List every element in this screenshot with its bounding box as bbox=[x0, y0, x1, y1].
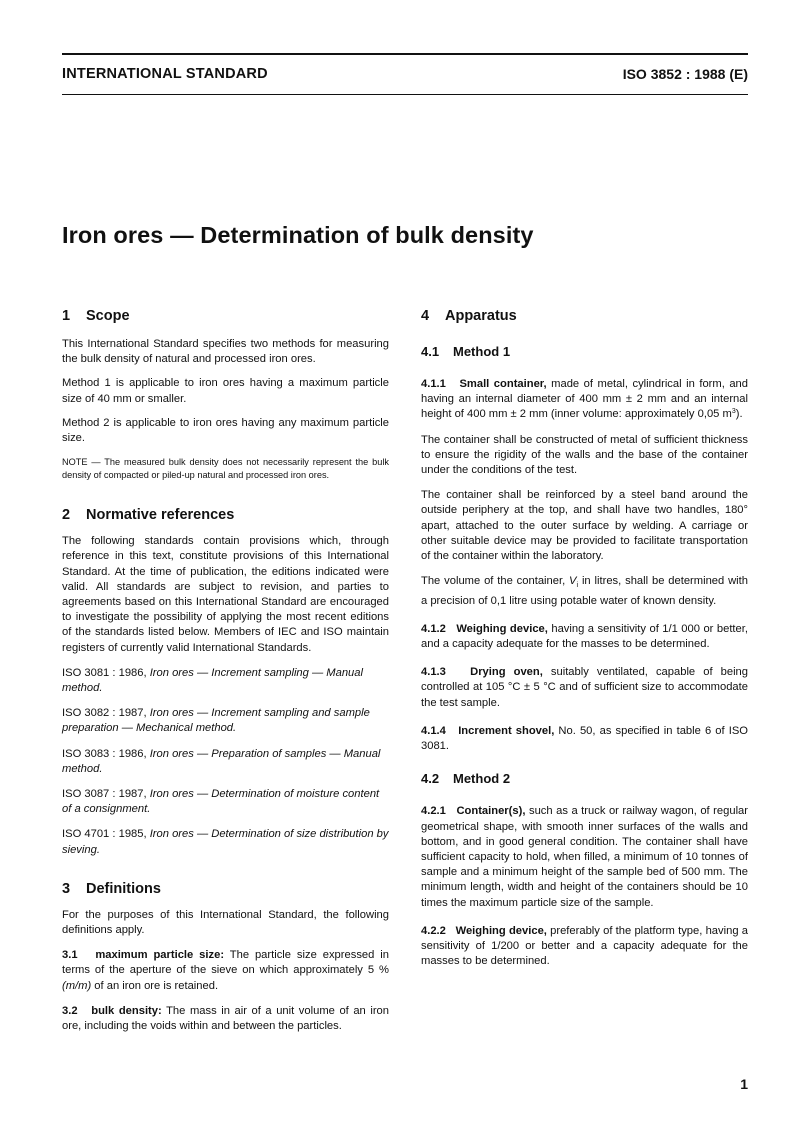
clause-4-1-3: 4.1.3 Drying oven, suitably ventilated, capable of being controlled at 105 °C ± 5 °C and of sufficient size to accommodate the test sample. bbox=[421, 666, 748, 709]
left-column bbox=[62, 305, 389, 1034]
section-1-heading: 1 Scope bbox=[62, 308, 130, 324]
clause-4-2-2: 4.2.2 Weighing device, preferably of the platform type, having a sensitivity of 1/200 or better and a capacity adequate for the masses to be determined. bbox=[421, 924, 749, 968]
section-2-heading: 2 Normative references bbox=[62, 507, 235, 524]
scope-para-3: Method 2 is applicable to iron ores having any maximum particle size. bbox=[62, 416, 389, 445]
document-reference: ISO 3852 : 1988 (E) bbox=[622, 66, 748, 82]
reference-item: ISO 3083 : 1986, Iron ores — Preparation of samples — Manual method. bbox=[62, 747, 381, 775]
section-3-heading: 3 Definitions bbox=[62, 880, 161, 897]
reference-item: ISO 3082 : 1987, Iron ores — Increment sampling and sample preparation — Mechanical method. bbox=[62, 707, 370, 735]
reference-item: ISO 3081 : 1986, Iron ores — Increment sampling — Manual method. bbox=[62, 666, 363, 695]
right-column bbox=[421, 305, 748, 969]
clause-4-1-2: 4.1.2 Weighing device, having a sensitivity of 1/1 000 or better, and a capacity adequate for the masses to be determined. bbox=[421, 622, 748, 651]
section-4-heading: 4 Apparatus bbox=[421, 308, 517, 324]
scope-para-2: Method 1 is applicable to iron ores having a maximum particle size of 40 mm or smaller. bbox=[62, 377, 389, 405]
normative-intro: The following standards contain provisions which, through reference in this text, constitute provisions of this International Standard. At the time of publication, the editions indicated were valid. All standards are subject to revision, and parties to agreements based on this International Standard are encouraged to investigate the possibility of applying the most recent editions of the standards listed below. Members of IEC and ISO maintain registers of currently valid International Standards. bbox=[62, 535, 389, 654]
subsection-4-2-heading: 4.2 Method 2 bbox=[421, 771, 511, 787]
clause-4-1-4: 4.1.4 Increment shovel, No. 50, as specified in table 6 of ISO 3081. bbox=[421, 724, 748, 753]
scope-para-1: This International Standard specifies two methods for measuring the bulk density of natural and processed iron ores. bbox=[62, 338, 389, 366]
document-type: INTERNATIONAL STANDARD bbox=[62, 66, 268, 82]
clause-4-2-1: 4.2.1 Container(s), such as a truck or railway wagon, of regular geometrical shape, with smooth inner surfaces of the walls and bottom, and in good general condition. The container shall have sufficient capacity to hold, when filled, a minimum of 10 tonnes of sample and a minimum height of the sample bed of 500 mm. The minimum length, width and height of the containers should be 10 times the maximum particle size of the sample. bbox=[421, 805, 748, 909]
definitions-intro: For the purposes of this International Standard, the following definitions apply. bbox=[62, 908, 389, 937]
definition-3-2: 3.2 bulk density: The mass in air of a unit volume of an iron ore, including the voids within and between the particles. bbox=[62, 1004, 390, 1033]
header-rule-bottom bbox=[62, 94, 748, 95]
definition-3-1: 3.1 maximum particle size: The particle size expressed in terms of the aperture of the sieve on which approximately 5 % (m/m) of an iron ore is retained. bbox=[62, 949, 389, 992]
container-volume-para: The volume of the container, $V_i$ in litres, shall be determined with a precision of 0,1 litre using potable water of known density. bbox=[421, 575, 748, 607]
clause-4-1-1: 4.1.1 Small container, made of metal, cylindrical in form, and having an internal diameter of 400 mm ± 2 mm and an internal height of 400 mm ± 2 mm (inner volume: approximately 0,05 $m^3$). bbox=[421, 378, 748, 421]
subsection-4-1-heading: 4.1 Method 1 bbox=[421, 344, 511, 359]
container-reinforcement-para: The container shall be reinforced by a steel band around the outside periphery at the top, and shall have two handles, 180° apart, attached to the outer surface by welding. A carriage or other suitable device may be provided to facilitate transportation of the container within the laboratory. bbox=[421, 489, 748, 563]
reference-item: ISO 4701 : 1985, Iron ores — Determination of size distribution by sieving. bbox=[62, 828, 389, 856]
reference-item: ISO 3087 : 1987, Iron ores — Determination of moisture content of a consignment. bbox=[62, 788, 380, 816]
header-rule-top bbox=[62, 53, 748, 55]
page-number: 1 bbox=[740, 1076, 748, 1092]
container-thickness-para: The container shall be constructed of metal of sufficient thickness to ensure the rigidity of the walls and the base of the container under the conditions of the test. bbox=[421, 433, 748, 477]
page-title: Iron ores — Determination of bulk density bbox=[62, 222, 534, 248]
scope-note: NOTE — The measured bulk density does not necessarily represent the bulk density of compacted or piled-up natural and processed iron ores. bbox=[62, 457, 389, 481]
